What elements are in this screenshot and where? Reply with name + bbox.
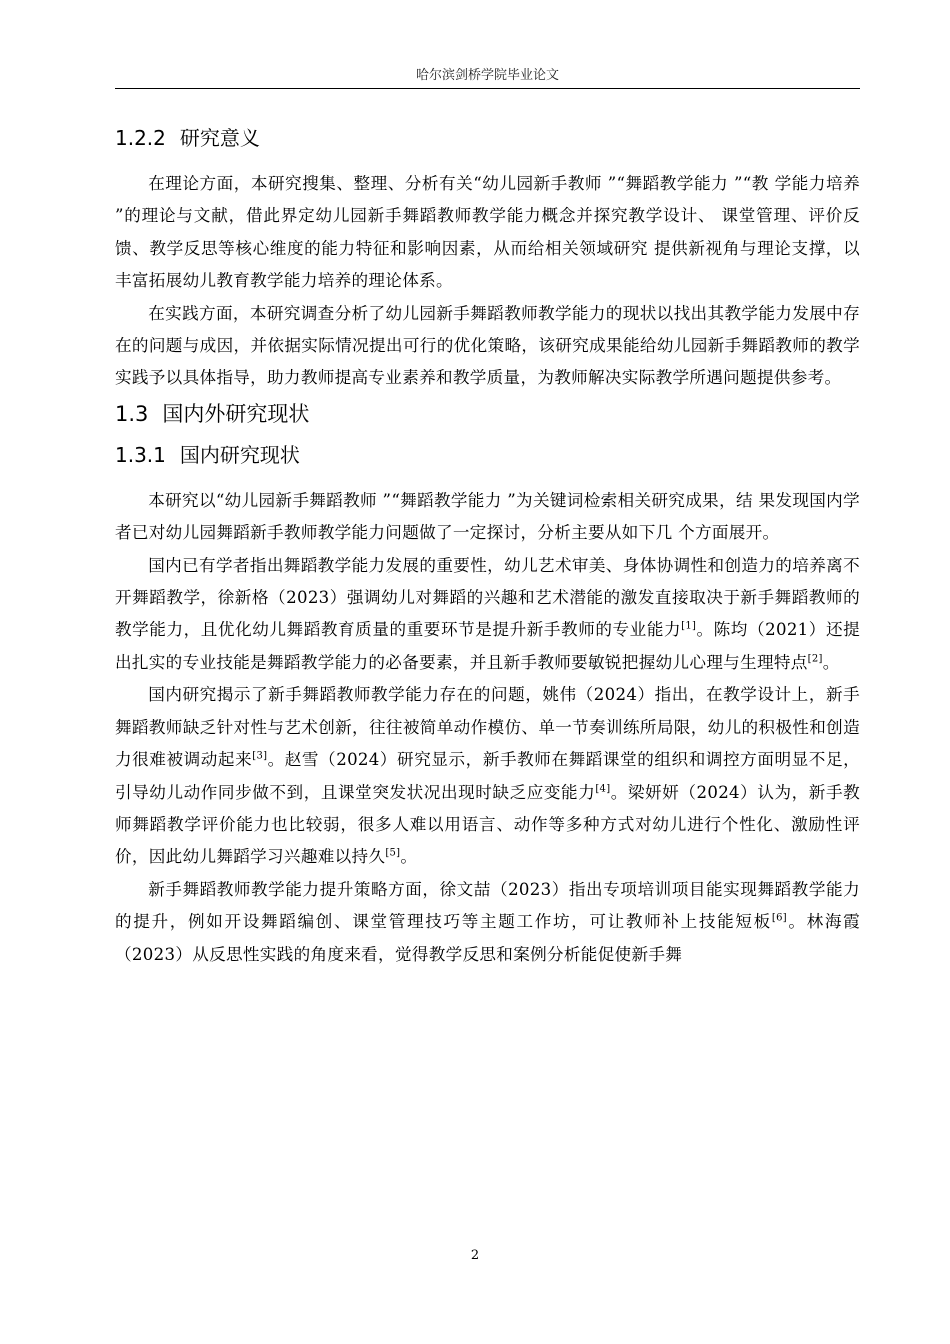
text-run: 。林海霞（2023）从反思性实践的角度来看，觉得教学反思和案例分析能促使新手舞 [115, 912, 860, 964]
text-run: 国内已有学者指出舞蹈教学能力发展的重要性，幼儿艺术审美、身体协调性和创造力的培养离不开舞蹈教学，徐新格（2023）强调幼儿对舞蹈的兴趣和艺术潜能的激发直接取决于新手舞蹈教师的教学能力，且优化幼儿舞蹈教育质量的重要环节是提升新手教师的专业能力 [115, 555, 860, 640]
citation-ref: [3] [252, 750, 268, 762]
text-run: 新手舞蹈教师教学能力提升策略方面，徐文喆（2023）指出专项培训项目能实现舞蹈教学能力的提升，例如开设舞蹈编创、课堂管理技巧等主题工作坊，可让教师补上技能短板 [115, 879, 860, 932]
citation-ref: [1] [681, 620, 697, 632]
text-run: 。 [400, 847, 418, 867]
section-heading-1-2-2 [115, 122, 860, 154]
page-body [115, 122, 860, 971]
section-title: 国内研究现状 [179, 442, 300, 467]
page-number: 2 [470, 1248, 480, 1263]
section-number: 1.3 [115, 401, 149, 426]
text-run: 。陈均（2021）还提出扎实的专业技能是舞蹈教学能力的必备要素，并且新手教师要敏锐把握幼儿心理与生理特点 [115, 620, 860, 672]
paragraph-theory: 在理论方面，本研究搜集、整理、分析有关“幼儿园新手教师 ”“舞蹈教学能力 ”“教 学能力培养 ”的理论与文献，借此界定幼儿园新手舞蹈教师教学能力概念并探究教学设计、 课堂管理、评价反馈、教学反思等核心维度的能力特征和影响因素，从而给相关领域研究 提供新视角与理论支撑，以丰富拓展幼儿教育教学能力培养的理论体系。 [115, 174, 860, 291]
paragraph-search-method: 本研究以“幼儿园新手舞蹈教师 ”“舞蹈教学能力 ”为关键词检索相关研究成果，结 果发现国内学者已对幼儿园舞蹈新手教师教学能力问题做了一定探讨，分析主要从如下几 个方面展开。 [115, 490, 860, 543]
section-title: 研究意义 [179, 126, 260, 150]
section-title: 国内外研究现状 [162, 401, 310, 426]
section-number: 1.3.1 [115, 442, 166, 467]
paragraph-problems [115, 679, 860, 873]
running-header: 哈尔滨剑桥学院毕业论文 [415, 68, 559, 83]
citation-ref: [4] [595, 782, 611, 794]
text-run: 。梁妍妍（2024）认为，新手教师舞蹈教学评价能力也比较弱，很多人难以用语言、动作等多种方式对幼儿进行个性化、激励性评价，因此幼儿舞蹈学习兴趣难以持久 [115, 782, 860, 867]
text-run: 。赵雪（2024）研究显示，新手教师在舞蹈课堂的组织和调控方面明显不足，引导幼儿动作同步做不到，且课堂突发状况出现时缺乏应变能力 [115, 750, 860, 802]
section-heading-1-3 [115, 397, 860, 431]
citation-ref: [2] [807, 653, 823, 665]
text-run: 。 [822, 652, 840, 672]
section-number: 1.2.2 [115, 126, 166, 150]
paragraph-practice: 在实践方面，本研究调查分析了幼儿园新手舞蹈教师教学能力的现状以找出其教学能力发展中存在的问题与成因，并依据实际情况提出可行的优化策略，该研究成果能给幼儿园新手舞蹈教师的教学实践予以具体指导，助力教师提高专业素养和教学质量，为教师解决实际教学所遇问题提供参考。 [115, 303, 860, 388]
section-heading-1-3-1 [115, 439, 860, 471]
citation-ref: [5] [385, 847, 401, 859]
paragraph-importance [115, 550, 860, 680]
text-run: 国内研究揭示了新手舞蹈教师教学能力存在的问题，姚伟（2024）指出，在教学设计上，新手舞蹈教师缺乏针对性与艺术创新，往往被简单动作模仿、单一节奏训练所局限，幼儿的积极性和创造力很难被调动起来 [115, 685, 860, 770]
paragraph-strategies [115, 874, 860, 971]
citation-ref: [6] [771, 912, 787, 924]
header-divider [115, 88, 860, 89]
